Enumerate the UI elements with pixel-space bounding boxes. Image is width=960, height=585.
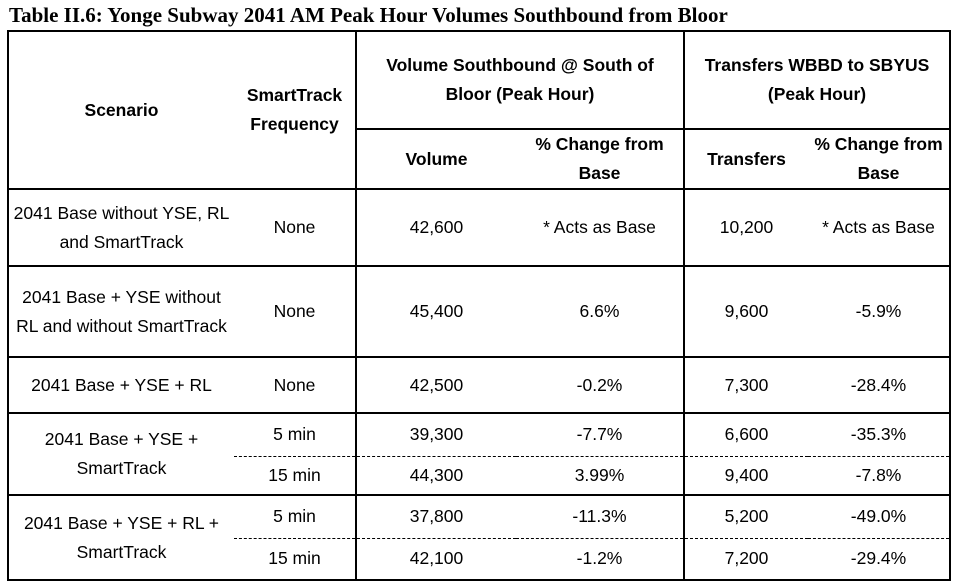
table-row (8, 357, 950, 413)
volume-change-cell: -1.2% (516, 538, 684, 580)
frequency-cell: None (234, 357, 356, 413)
frequency-cell: 15 min (234, 538, 356, 580)
transfers-cell: 9,400 (684, 456, 808, 495)
transfers-change-cell: * Acts as Base (808, 189, 950, 266)
header-volume-change: % Change from Base (516, 129, 684, 189)
scenario-cell: 2041 Base + YSE without RL and without SmartTrack (8, 266, 234, 357)
table-row (8, 266, 950, 357)
header-transfers-change: % Change from Base (808, 129, 950, 189)
scenario-cell: 2041 Base + YSE + SmartTrack (8, 413, 234, 495)
volume-change-cell: 6.6% (516, 266, 684, 357)
transfers-cell: 10,200 (684, 189, 808, 266)
volume-cell: 45,400 (356, 266, 516, 357)
table-row (8, 413, 950, 456)
scenario-cell: 2041 Base + YSE + RL (8, 357, 234, 413)
volume-cell: 42,600 (356, 189, 516, 266)
volumes-table (7, 30, 951, 581)
volume-change-cell: -0.2% (516, 357, 684, 413)
frequency-cell: 5 min (234, 413, 356, 456)
volume-cell: 37,800 (356, 495, 516, 538)
transfers-change-cell: -7.8% (808, 456, 950, 495)
frequency-cell: 5 min (234, 495, 356, 538)
header-transfers: Transfers (684, 129, 808, 189)
frequency-cell: None (234, 189, 356, 266)
volume-cell: 44,300 (356, 456, 516, 495)
volume-cell: 42,100 (356, 538, 516, 580)
volume-change-cell: -7.7% (516, 413, 684, 456)
header-transfers-group: Transfers WBBD to SBYUS (Peak Hour) (684, 31, 950, 129)
scenario-cell: 2041 Base + YSE + RL + SmartTrack (8, 495, 234, 580)
table-row (8, 189, 950, 266)
transfers-cell: 9,600 (684, 266, 808, 357)
frequency-cell: None (234, 266, 356, 357)
header-volume-group: Volume Southbound @ South of Bloor (Peak Hour) (356, 31, 684, 129)
transfers-change-cell: -35.3% (808, 413, 950, 456)
table-title: Table II.6: Yonge Subway 2041 AM Peak Hour Volumes Southbound from Bloor (9, 3, 728, 27)
transfers-cell: 7,200 (684, 538, 808, 580)
volume-change-cell: 3.99% (516, 456, 684, 495)
header-volume: Volume (356, 129, 516, 189)
header-scenario: Scenario (84, 99, 159, 120)
volume-change-cell: -11.3% (516, 495, 684, 538)
volume-cell: 39,300 (356, 413, 516, 456)
frequency-cell: 15 min (234, 456, 356, 495)
volume-change-cell: * Acts as Base (516, 189, 684, 266)
scenario-cell: 2041 Base without YSE, RL and SmartTrack (8, 189, 234, 266)
table-row (8, 495, 950, 538)
transfers-cell: 5,200 (684, 495, 808, 538)
transfers-change-cell: -5.9% (808, 266, 950, 357)
transfers-change-cell: -29.4% (808, 538, 950, 580)
transfers-change-cell: -49.0% (808, 495, 950, 538)
transfers-change-cell: -28.4% (808, 357, 950, 413)
transfers-cell: 7,300 (684, 357, 808, 413)
transfers-cell: 6,600 (684, 413, 808, 456)
volume-cell: 42,500 (356, 357, 516, 413)
header-smarttrack-frequency: SmartTrack Frequency (246, 85, 343, 134)
